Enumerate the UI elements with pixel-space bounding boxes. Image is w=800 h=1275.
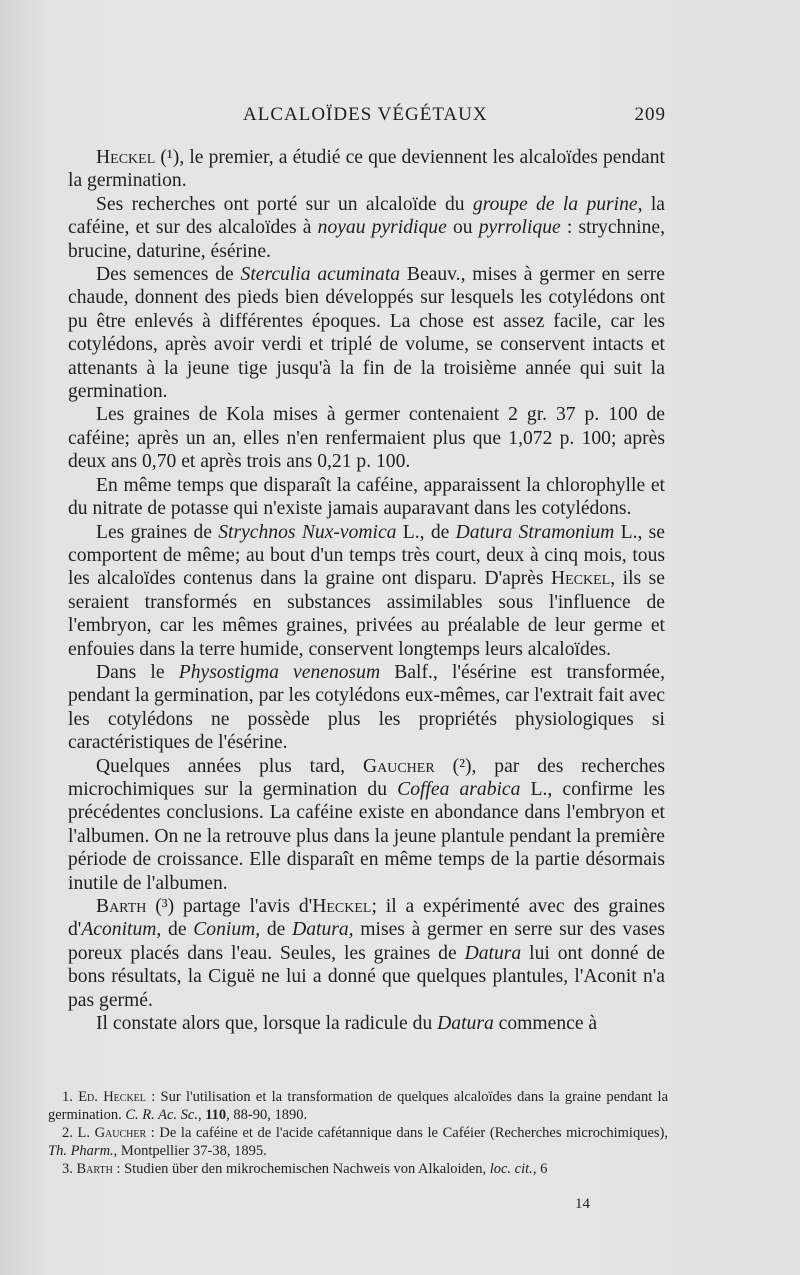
paragraph: Les graines de Kola mises à germer contenaient 2 gr. 37 p. 100 de caféine; après un an, elles n'en renfermaient plus que 1,072 p. 100; après deux ans 0,70 et après trois ans 0,21 p. 100. (68, 404, 665, 473)
page-number: 209 (634, 104, 666, 125)
running-title: ALCALOÏDES VÉGÉTAUX (243, 104, 488, 125)
paragraph: Heckel (¹), le premier, a étudié ce que deviennent les alcaloïdes pendant la germination. (68, 147, 665, 192)
signature-mark: 14 (575, 1196, 590, 1212)
paragraph: Il constate alors que, lorsque la radicule du Datura commence à (96, 1013, 598, 1035)
footnote: 2. L. Gaucher : De la caféine et de l'acide cafétannique dans le Caféier (Recherches microchimiques), Th. Pharm., Montpellier 37-38, 1895. (48, 1125, 668, 1159)
paragraph: Les graines de Strychnos Nux-vomica L., de Datura Stramonium L., se comportent de même; au bout d'un temps très court, deux à cinq mois, tous les alcaloïdes contenus dans la graine ont disparu. D'après Heckel, ils se seraient transformés en substances assimilables sous l'influence de l'embryon, car les mêmes graines, privées au préalable de leur germe et enfouies dans la terre humide, conservent longtemps leurs alcaloïdes. (68, 521, 665, 660)
footnote: 3. Barth : Studien über den mikrochemischen Nachweis von Alkaloiden, loc. cit., 6 (62, 1161, 548, 1177)
paragraph: Ses recherches ont porté sur un alcaloïde du groupe de la purine, la caféine, et sur des alcaloïdes à noyau pyridique ou pyrrolique : strychnine, brucine, daturine, ésérine. (68, 193, 665, 262)
footnotes (48, 1088, 668, 1178)
body-text (68, 146, 665, 1035)
paragraph: En même temps que disparaît la caféine, apparaissent la chlorophylle et du nitrate de potasse qui n'existe jamais auparavant dans les cotylédons. (68, 474, 665, 520)
footnote: 1. Ed. Heckel : Sur l'utilisation et la transformation de quelques alcaloïdes dans la graine pendant la germination. C. R. Ac. Sc., 110, 88-90, 1890. (48, 1089, 669, 1123)
paragraph: Dans le Physostigma venenosum Balf., l'ésérine est transformée, pendant la germination, par les cotylédons eux-mêmes, car l'extrait fait avec les cotylédons ne possède plus les propriétés physiologiques si caractéristiques de l'ésérine. (68, 661, 665, 754)
paragraph: Des semences de Sterculia acuminata Beauv., mises à germer en serre chaude, donnent des pieds bien développés sur lesquels les cotylédons ont pu être enlevés à différentes époques. La chose est assez facile, car les cotylédons, après avoir verdi et triplé de volume, se conservent intacts et attenants à la jeune tige jusqu'à la fin de la troisième année qui suit la germination. (68, 264, 665, 403)
paragraph: Quelques années plus tard, Gaucher (²), par des recherches microchimiques sur la germination du Coffea arabica L., confirme les précédentes conclusions. La caféine existe en abondance dans l'embryon et l'albumen. On ne la retrouve plus dans la jeune plantule pendant la première période de croissance. Elle disparaît en même temps de la partie désormais inutile de l'albumen. (68, 755, 665, 894)
paragraph: Barth (³) partage l'avis d'Heckel; il a expérimenté avec des graines d'Aconitum, de Conium, de Datura, mises à germer en serre sur des vases poreux placés dans l'eau. Seules, les graines de Datura lui ont donné de bons résultats, la Ciguë ne lui a donné que quelques plantules, l'Aconit n'a pas germé. (68, 896, 665, 1011)
